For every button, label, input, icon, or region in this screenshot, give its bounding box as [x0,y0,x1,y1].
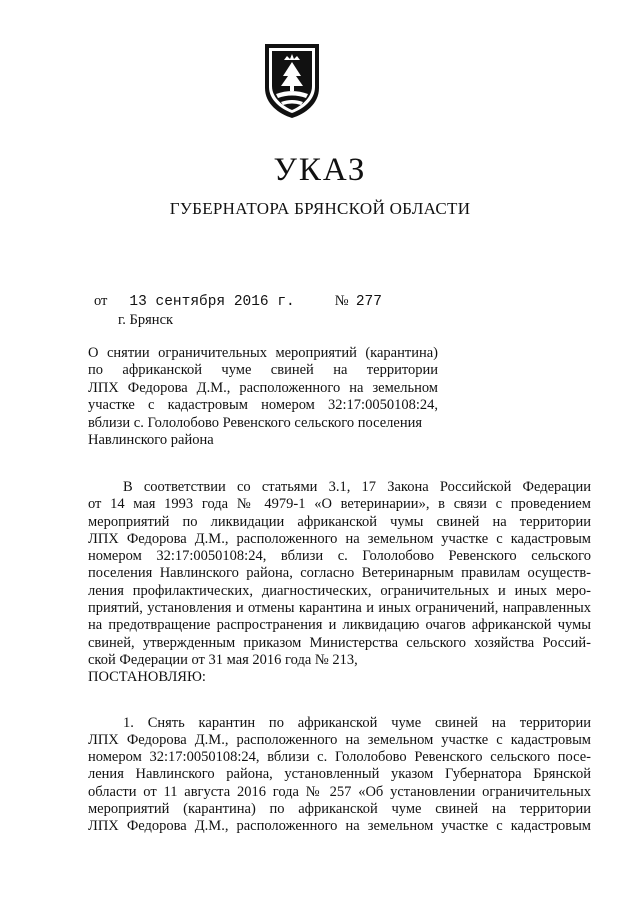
preamble-line: поселения Навлинского района, согласно Ветеринарным правилам осуществ- [88,565,591,582]
preamble-line: приятий, установления и отмены карантина и иных ограничений, направленных [88,600,591,617]
decree-word: ПОСТАНОВЛЯЮ: [88,669,206,686]
preamble-line: ской Федерации от 31 мая 2016 года № 213, [88,651,358,668]
item-1-line: мероприятий (карантина) по африканской чуме свиней на территории [88,801,591,818]
preamble-line: от 14 мая 1993 года № 4979-1 «О ветеринарии», в связи с проведением [88,496,591,513]
document-subtitle: ГУБЕРНАТОРА БРЯНСКОЙ ОБЛАСТИ [169,199,471,218]
preamble-paragraph [88,479,591,669]
preamble-line: на предотвращение распространения и ликвидацию очагов африканской чумы [88,617,591,634]
document-number: 277 [355,294,382,310]
item-1-line: ЛПХ Федорова Д.М., расположенного на земельном участке с кадастровым [88,731,591,748]
date-number-line [94,292,382,311]
document-city: г. Брянск [118,312,174,328]
subject-line: О снятии ограничительных мероприятий (карантина) [88,345,438,361]
document-date: 13 сентября 2016 г. [129,294,295,310]
subject-line: Навлинского района [88,432,214,449]
preamble-line: номером 32:17:0050108:24, вблизи с. Гололобово Ревенского сельского [88,548,591,565]
bryansk-coat-of-arms-icon [263,42,321,120]
subject-line: участке с кадастровым номером 32:17:0050108:24, [88,397,438,414]
preamble-line: свиней, утвержденным приказом Министерства сельского хозяйства Россий- [88,634,591,651]
document-body [88,479,591,836]
from-label: от [94,293,108,309]
subject-line: вблизи с. Гололобово Ревенского сельского поселения [88,414,423,431]
preamble-line: ления профилактических, диагностических, ограничительных и иных меро- [88,582,591,599]
preamble-line: В соответствии со статьями 3.1, 17 Закона Российской Федерации [123,479,591,495]
item-1-line: номером 32:17:0050108:24, вблизи с. Гололобово Ревенского сельского посе- [88,749,591,766]
item-1-paragraph [88,715,591,836]
subject-line: по африканской чуме свиней на территории [88,362,438,379]
subject-block [88,345,438,449]
number-sign: № [334,293,349,309]
item-1-line: ЛПХ Федорова Д.М., расположенного на земельном участке с кадастровым [88,818,591,835]
preamble-line: мероприятий по ликвидации африканской чумы свиней на территории [88,513,591,530]
preamble-line: ЛПХ Федорова Д.М., расположенного на земельном участке с кадастровым [88,530,591,547]
item-1-line: ления Навлинского района, установленный указом Губернатора Брянской [88,766,591,783]
item-1-line: области от 11 августа 2016 года № 257 «Об установлении ограничительных [88,783,591,800]
document-title: УКАЗ [273,152,367,188]
item-1-line: 1. Снять карантин по африканской чуме свиней на территории [123,714,591,731]
subject-line: ЛПХ Федорова Д.М., расположенного на земельном [88,379,438,396]
